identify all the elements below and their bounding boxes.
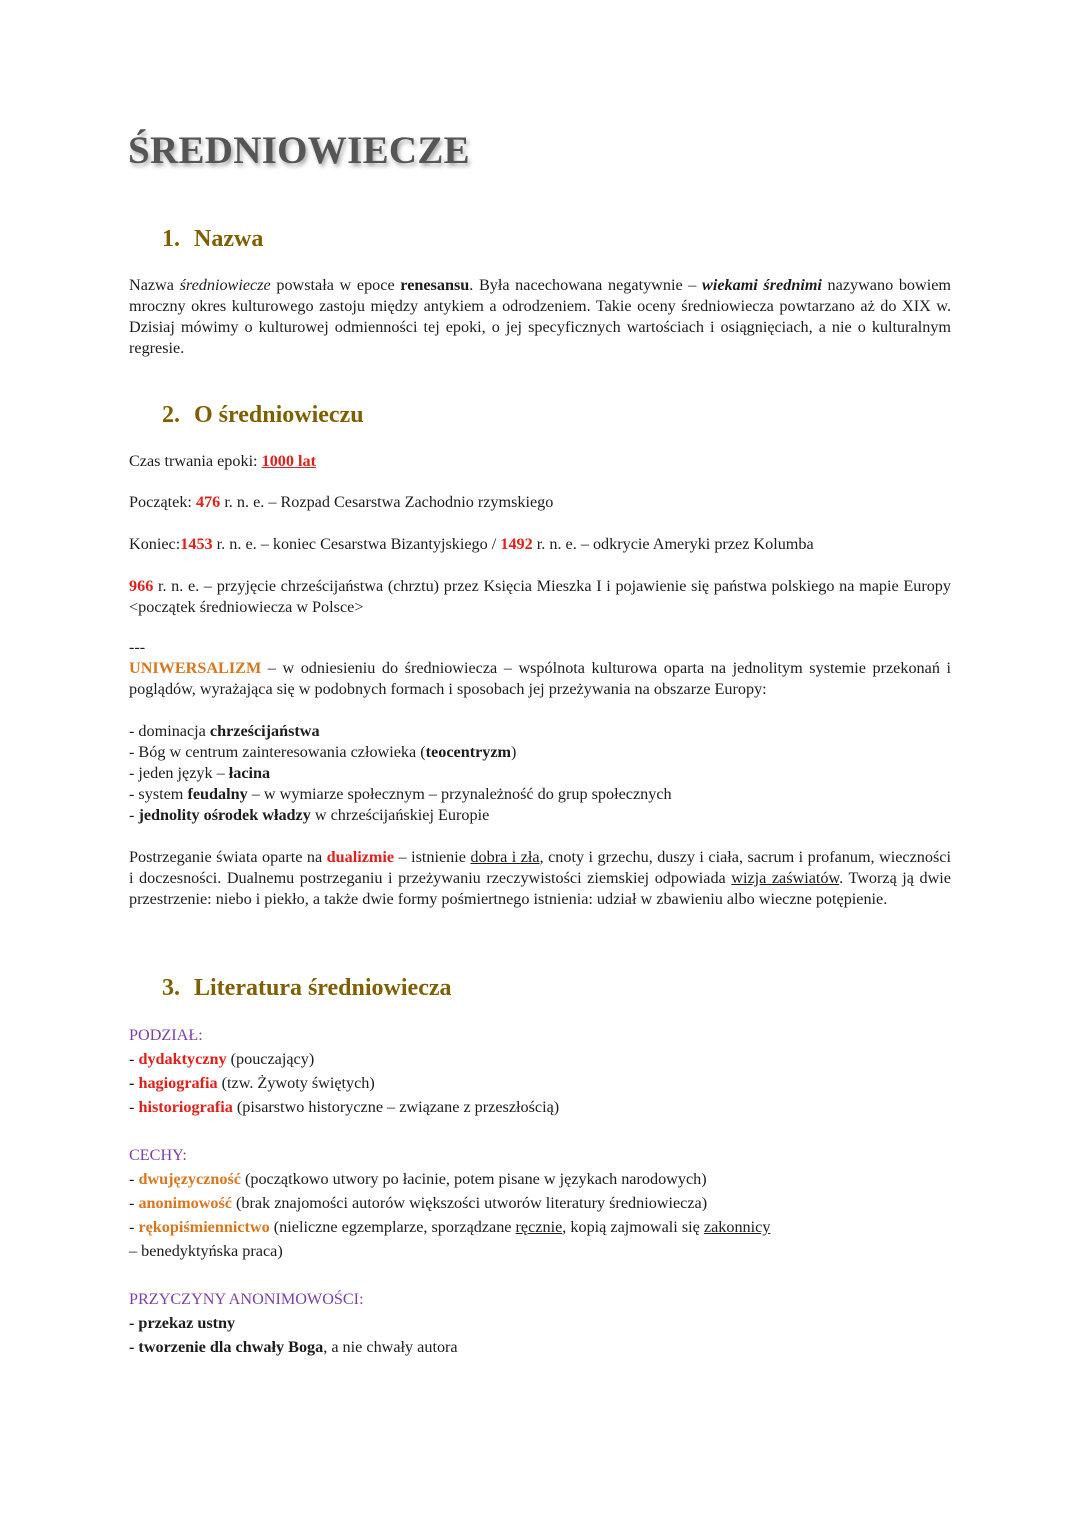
list-item — [129, 1167, 951, 1191]
section-3-number: 3. — [162, 975, 180, 1001]
przyczyny-label: PRZYCZYNY ANONIMOWOŚCI: — [129, 1290, 364, 1308]
section-3-title: Literatura średniowiecza — [194, 975, 452, 1001]
text: anonimowość — [138, 1194, 232, 1212]
text: łacina — [228, 764, 271, 782]
list-item — [129, 1191, 951, 1215]
text: nazywano bowiem mroczny okres kulturowego zastoju między antykiem a odrodzeniem. Takie oceny średniowiecza powtarzano aż do XIX w. Dzisiaj mówimy o kulturowej odmienności tej epoki, o jej specyficznych wartościach i osiągnięciach, a nie o kulturalnym regresie. — [129, 276, 951, 357]
section-1-number: 1. — [162, 226, 180, 252]
text: w chrześcijańskiej Europie — [310, 806, 490, 824]
text: - — [129, 806, 139, 824]
text: dydaktyczny — [138, 1050, 227, 1068]
dualizm-paragraph — [129, 847, 951, 910]
text: hagiografia — [138, 1074, 218, 1092]
text: , a nie chwały autora — [323, 1338, 458, 1356]
list-item — [129, 805, 951, 826]
text: - system — [129, 785, 188, 803]
text: wizja zaświatów — [731, 869, 840, 887]
text: ręcznie — [515, 1218, 563, 1236]
list-item: - przekaz ustny — [129, 1314, 236, 1332]
uniwersalizm-paragraph — [129, 658, 951, 700]
text: dobra i zła — [470, 848, 540, 866]
section-2-number: 2. — [162, 402, 180, 428]
text: r. n. e. – odkrycie Ameryki przez Kolumba — [532, 535, 814, 553]
text: , kopią zajmowali się — [562, 1218, 704, 1236]
label: Czas trwania epoki: — [129, 452, 262, 470]
text: . Była nacechowana negatywnie – — [469, 276, 703, 294]
text: - — [129, 1074, 139, 1092]
text: (pouczający) — [226, 1050, 315, 1068]
year-966-paragraph — [129, 576, 951, 618]
section-3-heading — [162, 975, 452, 1002]
year-1492: 1492 — [500, 535, 533, 553]
text: Postrzeganie świata oparte na — [129, 848, 327, 866]
cechy-label: CECHY: — [129, 1146, 187, 1164]
term-renesans: renesansu — [400, 276, 470, 294]
list-item — [129, 1095, 951, 1119]
text: , cnoty i grzechu, duszy i ciała, sacrum i profanum, wieczności i doczesności. Dualnemu postrzeganiu i przeżywaniu rzeczywistości ziemskiej odpowiada — [129, 848, 951, 887]
text: – w odniesieniu do średniowiecza – wspólnota kulturowa oparta na jednolitym systemie przekonań i poglądów, wyrażająca się w podobnych formach i sposobach jej przeżywania na obszarze Europy: — [129, 659, 951, 698]
text: . Tworzą ją dwie przestrzenie: niebo i piekło, a także dwie formy pośmiertnego istnienia: udział w zbawieniu albo wieczne potępienie. — [129, 869, 951, 908]
term-sredniowiecze: średniowiecze — [179, 276, 271, 294]
czas-value: 1000 lat — [261, 452, 317, 470]
text: - — [129, 1098, 139, 1116]
list-item — [129, 721, 951, 742]
list-item — [129, 1215, 951, 1239]
koniec-line — [129, 534, 951, 555]
czas-trwania — [129, 451, 951, 472]
list-item: – benedyktyńska praca) — [129, 1242, 283, 1260]
text: powstała w epoce — [270, 276, 401, 294]
list-item — [129, 784, 951, 805]
page-title: ŚREDNIOWIECZE — [128, 129, 470, 172]
text: Nazwa — [129, 276, 180, 294]
text: r. n. e. – przyjęcie chrześcijaństwa (chrztu) przez Księcia Mieszka I i pojawienie się państwa polskiego na mapie Europy <początek średniowiecza w Polsce> — [129, 577, 951, 616]
text: – istnienie — [394, 848, 471, 866]
label: Początek: — [129, 493, 196, 511]
text: - — [129, 1050, 139, 1068]
text: historiografia — [138, 1098, 233, 1116]
section-2-heading — [162, 402, 364, 429]
text: r. n. e. – koniec Cesarstwa Bizantyjskiego / — [212, 535, 501, 553]
list-item — [129, 1335, 951, 1359]
year-476: 476 — [195, 493, 221, 511]
list-item — [129, 1071, 951, 1095]
text: - jeden język – — [129, 764, 229, 782]
nazwa-paragraph — [129, 275, 951, 359]
text: r. n. e. – Rozpad Cesarstwa Zachodnio rzymskiego — [220, 493, 554, 511]
text: - Bóg w centrum zainteresowania człowieka ( — [129, 743, 426, 761]
text: zakonnicy — [703, 1218, 771, 1236]
term-dualizm: dualizmie — [326, 848, 395, 866]
text: chrześcijaństwa — [209, 722, 320, 740]
text: – w wymiarze społecznym – przynależność do grup społecznych — [247, 785, 672, 803]
list-item — [129, 742, 951, 763]
text: feudalny — [187, 785, 248, 803]
text: (pisarstwo historyczne – związane z przeszłością) — [232, 1098, 560, 1116]
separator: --- — [129, 638, 146, 656]
year-966: 966 — [129, 577, 154, 595]
label: Koniec: — [129, 535, 181, 553]
podzial-label: PODZIAŁ: — [129, 1026, 203, 1044]
podzial-block — [129, 1023, 951, 1119]
year-1453: 1453 — [180, 535, 213, 553]
text: - dominacja — [129, 722, 210, 740]
text: (początkowo utwory po łacinie, potem pisane w językach narodowych) — [240, 1170, 707, 1188]
text: - — [129, 1218, 139, 1236]
text: - tworzenie dla chwały Boga — [129, 1338, 324, 1356]
text: dwujęzyczność — [138, 1170, 241, 1188]
term-wieki-srednie: wiekami średnimi — [702, 276, 822, 294]
text: teocentryzm — [425, 743, 512, 761]
text: - — [129, 1170, 139, 1188]
przyczyny-block — [129, 1287, 951, 1359]
text: ) — [511, 743, 517, 761]
section-2-title: O średniowieczu — [194, 402, 364, 428]
list-item — [129, 763, 951, 784]
list-item — [129, 1047, 951, 1071]
text: - — [129, 1194, 139, 1212]
poczatek-line — [129, 492, 951, 513]
section-1-heading — [162, 226, 263, 253]
text: rękopiśmiennictwo — [138, 1218, 270, 1236]
text: (tzw. Żywoty świętych) — [217, 1074, 375, 1092]
text: (nieliczne egzemplarze, sporządzane — [269, 1218, 516, 1236]
term-uniwersalizm: UNIWERSALIZM — [129, 659, 262, 677]
cechy-block — [129, 1143, 951, 1263]
section-1-title: Nazwa — [194, 226, 264, 252]
text: jednolity ośrodek władzy — [138, 806, 311, 824]
text: (brak znajomości autorów większości utworów literatury średniowiecza) — [231, 1194, 708, 1212]
uniwersalizm-list — [129, 721, 951, 826]
